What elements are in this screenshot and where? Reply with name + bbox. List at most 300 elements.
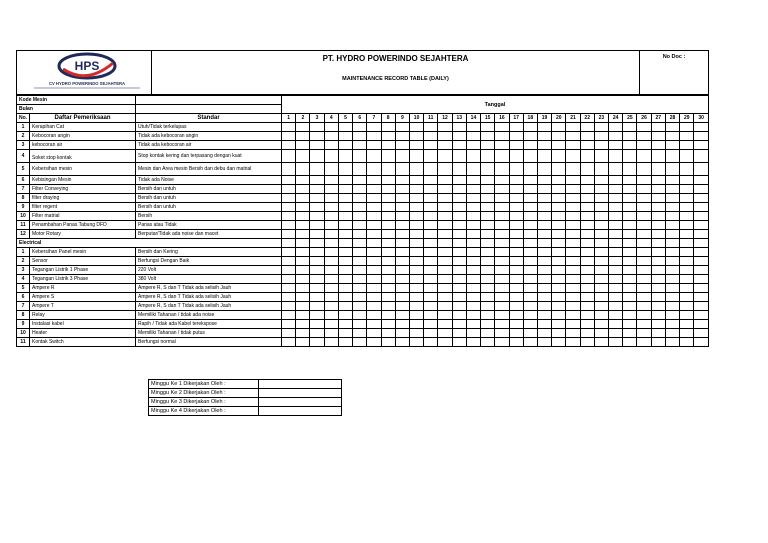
day-check-cell[interactable] [552,163,566,176]
day-check-cell[interactable] [324,293,338,302]
day-check-cell[interactable] [381,194,395,203]
day-check-cell[interactable] [651,163,665,176]
day-check-cell[interactable] [296,230,310,239]
day-check-cell[interactable] [665,176,679,185]
day-check-cell[interactable] [282,150,296,163]
day-check-cell[interactable] [282,293,296,302]
day-check-cell[interactable] [395,163,409,176]
day-check-cell[interactable] [395,123,409,132]
day-check-cell[interactable] [338,203,352,212]
day-check-cell[interactable] [594,302,608,311]
day-check-cell[interactable] [580,284,594,293]
day-check-cell[interactable] [537,150,551,163]
day-check-cell[interactable] [680,266,694,275]
day-check-cell[interactable] [452,257,466,266]
day-check-cell[interactable] [523,275,537,284]
day-check-cell[interactable] [495,203,509,212]
day-check-cell[interactable] [637,221,651,230]
day-check-cell[interactable] [367,221,381,230]
day-check-cell[interactable] [694,194,709,203]
day-check-cell[interactable] [353,150,367,163]
day-check-cell[interactable] [694,338,709,347]
day-check-cell[interactable] [665,311,679,320]
day-check-cell[interactable] [324,176,338,185]
day-check-cell[interactable] [665,203,679,212]
day-check-cell[interactable] [495,257,509,266]
day-check-cell[interactable] [395,176,409,185]
day-check-cell[interactable] [509,293,523,302]
day-check-cell[interactable] [623,132,637,141]
day-check-cell[interactable] [594,123,608,132]
day-check-cell[interactable] [623,185,637,194]
day-check-cell[interactable] [282,194,296,203]
day-check-cell[interactable] [381,163,395,176]
day-check-cell[interactable] [580,221,594,230]
day-check-cell[interactable] [466,212,480,221]
day-check-cell[interactable] [353,221,367,230]
day-check-cell[interactable] [537,338,551,347]
day-check-cell[interactable] [495,275,509,284]
day-check-cell[interactable] [381,221,395,230]
day-check-cell[interactable] [594,293,608,302]
day-check-cell[interactable] [353,123,367,132]
day-check-cell[interactable] [438,141,452,150]
day-check-cell[interactable] [466,329,480,338]
day-check-cell[interactable] [665,248,679,257]
day-check-cell[interactable] [367,311,381,320]
day-check-cell[interactable] [367,302,381,311]
day-check-cell[interactable] [509,141,523,150]
day-check-cell[interactable] [623,293,637,302]
day-check-cell[interactable] [495,141,509,150]
day-check-cell[interactable] [495,320,509,329]
day-check-cell[interactable] [509,311,523,320]
day-check-cell[interactable] [296,338,310,347]
day-check-cell[interactable] [338,257,352,266]
day-check-cell[interactable] [381,150,395,163]
day-check-cell[interactable] [651,141,665,150]
day-check-cell[interactable] [637,302,651,311]
day-check-cell[interactable] [338,275,352,284]
day-check-cell[interactable] [324,302,338,311]
day-check-cell[interactable] [438,194,452,203]
day-check-cell[interactable] [338,248,352,257]
day-check-cell[interactable] [466,320,480,329]
day-check-cell[interactable] [523,320,537,329]
day-check-cell[interactable] [438,248,452,257]
day-check-cell[interactable] [296,266,310,275]
day-check-cell[interactable] [466,221,480,230]
day-check-cell[interactable] [438,123,452,132]
day-check-cell[interactable] [523,123,537,132]
day-check-cell[interactable] [452,132,466,141]
day-check-cell[interactable] [466,163,480,176]
day-check-cell[interactable] [594,221,608,230]
day-check-cell[interactable] [580,248,594,257]
day-check-cell[interactable] [438,257,452,266]
day-check-cell[interactable] [452,293,466,302]
day-check-cell[interactable] [310,203,324,212]
day-check-cell[interactable] [665,266,679,275]
day-check-cell[interactable] [324,311,338,320]
day-check-cell[interactable] [637,176,651,185]
day-check-cell[interactable] [466,302,480,311]
day-check-cell[interactable] [495,132,509,141]
day-check-cell[interactable] [566,203,580,212]
day-check-cell[interactable] [523,212,537,221]
day-check-cell[interactable] [523,311,537,320]
day-check-cell[interactable] [609,176,623,185]
day-check-cell[interactable] [552,311,566,320]
day-check-cell[interactable] [651,293,665,302]
day-check-cell[interactable] [509,212,523,221]
day-check-cell[interactable] [424,230,438,239]
day-check-cell[interactable] [509,266,523,275]
day-check-cell[interactable] [338,185,352,194]
day-check-cell[interactable] [594,163,608,176]
day-check-cell[interactable] [452,266,466,275]
day-check-cell[interactable] [296,275,310,284]
day-check-cell[interactable] [495,176,509,185]
day-check-cell[interactable] [665,141,679,150]
day-check-cell[interactable] [680,203,694,212]
day-check-cell[interactable] [694,185,709,194]
day-check-cell[interactable] [623,141,637,150]
day-check-cell[interactable] [409,302,423,311]
day-check-cell[interactable] [637,141,651,150]
day-check-cell[interactable] [637,338,651,347]
day-check-cell[interactable] [623,311,637,320]
day-check-cell[interactable] [310,338,324,347]
day-check-cell[interactable] [594,212,608,221]
day-check-cell[interactable] [324,185,338,194]
day-check-cell[interactable] [381,203,395,212]
day-check-cell[interactable] [637,275,651,284]
day-check-cell[interactable] [310,132,324,141]
day-check-cell[interactable] [353,257,367,266]
day-check-cell[interactable] [694,221,709,230]
day-check-cell[interactable] [310,150,324,163]
day-check-cell[interactable] [552,123,566,132]
day-check-cell[interactable] [353,320,367,329]
day-check-cell[interactable] [537,203,551,212]
day-check-cell[interactable] [481,329,495,338]
day-check-cell[interactable] [466,194,480,203]
day-check-cell[interactable] [566,141,580,150]
day-check-cell[interactable] [395,141,409,150]
day-check-cell[interactable] [338,338,352,347]
day-check-cell[interactable] [509,194,523,203]
day-check-cell[interactable] [623,338,637,347]
day-check-cell[interactable] [566,230,580,239]
day-check-cell[interactable] [452,338,466,347]
day-check-cell[interactable] [651,132,665,141]
day-check-cell[interactable] [537,230,551,239]
day-check-cell[interactable] [580,123,594,132]
day-check-cell[interactable] [338,329,352,338]
day-check-cell[interactable] [438,293,452,302]
day-check-cell[interactable] [609,203,623,212]
day-check-cell[interactable] [438,302,452,311]
day-check-cell[interactable] [395,293,409,302]
day-check-cell[interactable] [466,293,480,302]
day-check-cell[interactable] [424,320,438,329]
day-check-cell[interactable] [481,185,495,194]
day-check-cell[interactable] [353,132,367,141]
day-check-cell[interactable] [296,194,310,203]
day-check-cell[interactable] [651,338,665,347]
day-check-cell[interactable] [623,275,637,284]
day-check-cell[interactable] [495,311,509,320]
day-check-cell[interactable] [580,150,594,163]
day-check-cell[interactable] [566,132,580,141]
day-check-cell[interactable] [623,329,637,338]
day-check-cell[interactable] [282,284,296,293]
day-check-cell[interactable] [310,320,324,329]
day-check-cell[interactable] [438,284,452,293]
day-check-cell[interactable] [324,284,338,293]
day-check-cell[interactable] [296,150,310,163]
day-check-cell[interactable] [637,266,651,275]
day-check-cell[interactable] [353,212,367,221]
day-check-cell[interactable] [438,338,452,347]
day-check-cell[interactable] [481,275,495,284]
day-check-cell[interactable] [367,150,381,163]
day-check-cell[interactable] [438,311,452,320]
day-check-cell[interactable] [509,302,523,311]
day-check-cell[interactable] [680,257,694,266]
day-check-cell[interactable] [296,212,310,221]
day-check-cell[interactable] [580,203,594,212]
day-check-cell[interactable] [680,141,694,150]
day-check-cell[interactable] [694,293,709,302]
day-check-cell[interactable] [552,284,566,293]
day-check-cell[interactable] [466,150,480,163]
day-check-cell[interactable] [566,257,580,266]
day-check-cell[interactable] [395,329,409,338]
day-check-cell[interactable] [324,248,338,257]
day-check-cell[interactable] [381,293,395,302]
day-check-cell[interactable] [651,275,665,284]
day-check-cell[interactable] [338,302,352,311]
day-check-cell[interactable] [282,203,296,212]
day-check-cell[interactable] [552,212,566,221]
day-check-cell[interactable] [694,163,709,176]
day-check-cell[interactable] [680,302,694,311]
day-check-cell[interactable] [552,185,566,194]
day-check-cell[interactable] [552,221,566,230]
day-check-cell[interactable] [495,221,509,230]
day-check-cell[interactable] [409,212,423,221]
day-check-cell[interactable] [609,284,623,293]
day-check-cell[interactable] [367,212,381,221]
day-check-cell[interactable] [580,212,594,221]
day-check-cell[interactable] [395,230,409,239]
day-check-cell[interactable] [367,163,381,176]
day-check-cell[interactable] [609,150,623,163]
day-check-cell[interactable] [409,311,423,320]
day-check-cell[interactable] [367,257,381,266]
day-check-cell[interactable] [367,185,381,194]
day-check-cell[interactable] [282,338,296,347]
day-check-cell[interactable] [424,163,438,176]
day-check-cell[interactable] [409,203,423,212]
day-check-cell[interactable] [282,212,296,221]
day-check-cell[interactable] [580,230,594,239]
day-check-cell[interactable] [609,221,623,230]
day-check-cell[interactable] [381,284,395,293]
day-check-cell[interactable] [609,163,623,176]
day-check-cell[interactable] [353,302,367,311]
day-check-cell[interactable] [680,185,694,194]
day-check-cell[interactable] [552,257,566,266]
day-check-cell[interactable] [353,194,367,203]
day-check-cell[interactable] [338,141,352,150]
day-check-cell[interactable] [623,194,637,203]
day-check-cell[interactable] [651,123,665,132]
day-check-cell[interactable] [523,221,537,230]
day-check-cell[interactable] [623,248,637,257]
day-check-cell[interactable] [509,203,523,212]
day-check-cell[interactable] [523,141,537,150]
day-check-cell[interactable] [424,176,438,185]
day-check-cell[interactable] [481,194,495,203]
day-check-cell[interactable] [495,266,509,275]
day-check-cell[interactable] [381,320,395,329]
day-check-cell[interactable] [680,275,694,284]
day-check-cell[interactable] [594,329,608,338]
day-check-cell[interactable] [552,248,566,257]
day-check-cell[interactable] [537,194,551,203]
day-check-cell[interactable] [395,248,409,257]
day-check-cell[interactable] [282,176,296,185]
day-check-cell[interactable] [495,230,509,239]
day-check-cell[interactable] [566,284,580,293]
day-check-cell[interactable] [466,284,480,293]
day-check-cell[interactable] [353,329,367,338]
day-check-cell[interactable] [438,203,452,212]
day-check-cell[interactable] [552,150,566,163]
day-check-cell[interactable] [665,302,679,311]
day-check-cell[interactable] [324,141,338,150]
day-check-cell[interactable] [367,329,381,338]
day-check-cell[interactable] [694,275,709,284]
day-check-cell[interactable] [381,185,395,194]
day-check-cell[interactable] [594,275,608,284]
day-check-cell[interactable] [353,293,367,302]
day-check-cell[interactable] [566,302,580,311]
day-check-cell[interactable] [594,132,608,141]
day-check-cell[interactable] [509,185,523,194]
day-check-cell[interactable] [424,123,438,132]
day-check-cell[interactable] [338,123,352,132]
day-check-cell[interactable] [296,302,310,311]
day-check-cell[interactable] [381,141,395,150]
day-check-cell[interactable] [580,163,594,176]
day-check-cell[interactable] [537,132,551,141]
day-check-cell[interactable] [651,266,665,275]
day-check-cell[interactable] [310,275,324,284]
day-check-cell[interactable] [324,266,338,275]
day-check-cell[interactable] [552,132,566,141]
day-check-cell[interactable] [651,150,665,163]
day-check-cell[interactable] [495,123,509,132]
day-check-cell[interactable] [424,221,438,230]
day-check-cell[interactable] [523,176,537,185]
day-check-cell[interactable] [324,221,338,230]
day-check-cell[interactable] [566,123,580,132]
day-check-cell[interactable] [353,266,367,275]
day-check-cell[interactable] [424,132,438,141]
day-check-cell[interactable] [580,257,594,266]
day-check-cell[interactable] [609,194,623,203]
day-check-cell[interactable] [509,284,523,293]
day-check-cell[interactable] [367,141,381,150]
day-check-cell[interactable] [665,293,679,302]
signoff-value[interactable] [259,389,342,398]
day-check-cell[interactable] [367,176,381,185]
day-check-cell[interactable] [566,176,580,185]
day-check-cell[interactable] [537,176,551,185]
day-check-cell[interactable] [452,320,466,329]
day-check-cell[interactable] [381,212,395,221]
day-check-cell[interactable] [694,311,709,320]
day-check-cell[interactable] [310,123,324,132]
day-check-cell[interactable] [452,123,466,132]
day-check-cell[interactable] [537,266,551,275]
day-check-cell[interactable] [537,302,551,311]
day-check-cell[interactable] [381,230,395,239]
day-check-cell[interactable] [651,194,665,203]
day-check-cell[interactable] [594,141,608,150]
day-check-cell[interactable] [580,194,594,203]
day-check-cell[interactable] [424,203,438,212]
day-check-cell[interactable] [296,311,310,320]
day-check-cell[interactable] [367,194,381,203]
day-check-cell[interactable] [694,123,709,132]
day-check-cell[interactable] [424,248,438,257]
day-check-cell[interactable] [310,329,324,338]
day-check-cell[interactable] [466,132,480,141]
day-check-cell[interactable] [495,284,509,293]
day-check-cell[interactable] [651,203,665,212]
day-check-cell[interactable] [623,284,637,293]
day-check-cell[interactable] [353,275,367,284]
day-check-cell[interactable] [509,257,523,266]
day-check-cell[interactable] [381,257,395,266]
day-check-cell[interactable] [637,212,651,221]
day-check-cell[interactable] [338,150,352,163]
day-check-cell[interactable] [282,266,296,275]
day-check-cell[interactable] [310,194,324,203]
day-check-cell[interactable] [424,212,438,221]
day-check-cell[interactable] [395,194,409,203]
day-check-cell[interactable] [651,320,665,329]
day-check-cell[interactable] [665,150,679,163]
day-check-cell[interactable] [651,185,665,194]
day-check-cell[interactable] [523,230,537,239]
day-check-cell[interactable] [466,248,480,257]
day-check-cell[interactable] [282,123,296,132]
day-check-cell[interactable] [452,284,466,293]
day-check-cell[interactable] [580,141,594,150]
day-check-cell[interactable] [296,320,310,329]
day-check-cell[interactable] [566,329,580,338]
day-check-cell[interactable] [481,150,495,163]
day-check-cell[interactable] [566,248,580,257]
day-check-cell[interactable] [452,185,466,194]
day-check-cell[interactable] [665,257,679,266]
